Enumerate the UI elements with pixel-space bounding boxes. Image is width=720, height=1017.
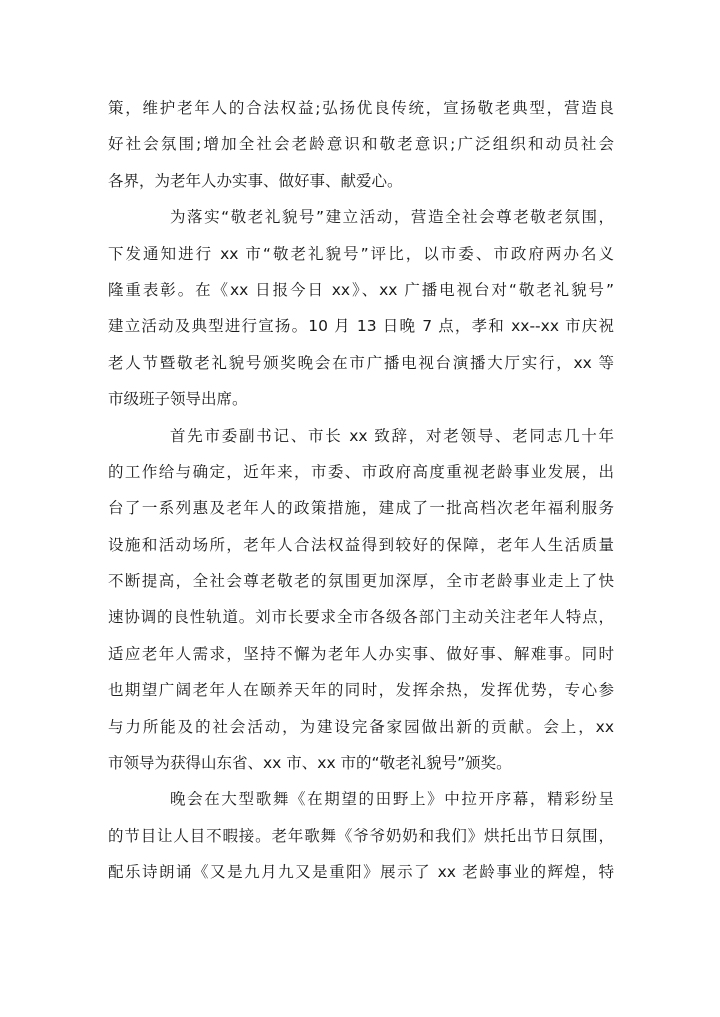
- text-line: 隆重表彰。在《xx 日报今日 xx》、xx 广播电视台对“敬老礼貌号”: [108, 280, 614, 299]
- text-line: 配乐诗朗诵《又是九月九又是重阳》展示了 xx 老龄事业的辉煌，特: [108, 863, 614, 882]
- text-line: 的节目让人目不暇接。老年歌舞《爷爷奶奶和我们》烘托出节日氛围，: [108, 826, 614, 845]
- text-line: 适应老年人需求，坚持不懈为老年人办实事、做好事、解难事。同时: [108, 644, 614, 663]
- paragraph-first-line: 为落实“敬老礼貌号”建立活动，营造全社会尊老敬老氛围，: [170, 208, 614, 227]
- text-line: 也期望广阔老年人在颐养天年的同时，发挥余热，发挥优势，专心参: [108, 681, 614, 700]
- body-text: [108, 90, 614, 891]
- text-line: 台了一系列惠及老年人的政策措施，建成了一批高档次老年福利服务: [108, 499, 614, 518]
- text-line: 策，维护老年人的合法权益;弘扬优良传统，宣扬敬老典型，营造良: [108, 99, 614, 117]
- text-line: 市领导为获得山东省、xx 市、xx 市的“敬老礼貌号”颁奖。: [108, 754, 512, 773]
- text-line: 下发通知进行 xx 市“敬老礼貌号”评比，以市委、市政府两办名义: [108, 244, 614, 263]
- paragraph-first-line: 晚会在大型歌舞《在期望的田野上》中拉开序幕，精彩纷呈: [170, 790, 614, 809]
- text-line: 老人节暨敬老礼貌号颁奖晚会在市广播电视台演播大厅实行，xx 等: [108, 353, 614, 372]
- text-line: 的工作给与确定，近年来，市委、市政府高度重视老龄事业发展，出: [108, 462, 614, 481]
- text-line: 好社会氛围;增加全社会老龄意识和敬老意识;广泛组织和动员社会: [108, 135, 614, 154]
- text-line: 各界，为老年人办实事、做好事、献爱心。: [108, 171, 403, 190]
- text-line: 建立活动及典型进行宣扬。10 月 13 日晚 7 点，孝和 xx--xx 市庆祝: [108, 317, 614, 336]
- text-line: 市级班子领导出席。: [108, 390, 248, 409]
- text-line: 设施和活动场所，老年人合法权益得到较好的保障，老年人生活质量: [108, 535, 614, 554]
- text-line: 不断提高，全社会尊老敬老的氛围更加深厚，全市老龄事业走上了快: [108, 572, 614, 591]
- text-line: 速协调的良性轨道。刘市长要求全市各级各部门主动关注老年人特点，: [108, 608, 614, 627]
- paragraph-first-line: 首先市委副书记、市长 xx 致辞，对老领导、老同志几十年: [170, 426, 614, 445]
- text-line: 与力所能及的社会活动，为建设完备家园做出新的贡献。会上，xx: [108, 717, 614, 736]
